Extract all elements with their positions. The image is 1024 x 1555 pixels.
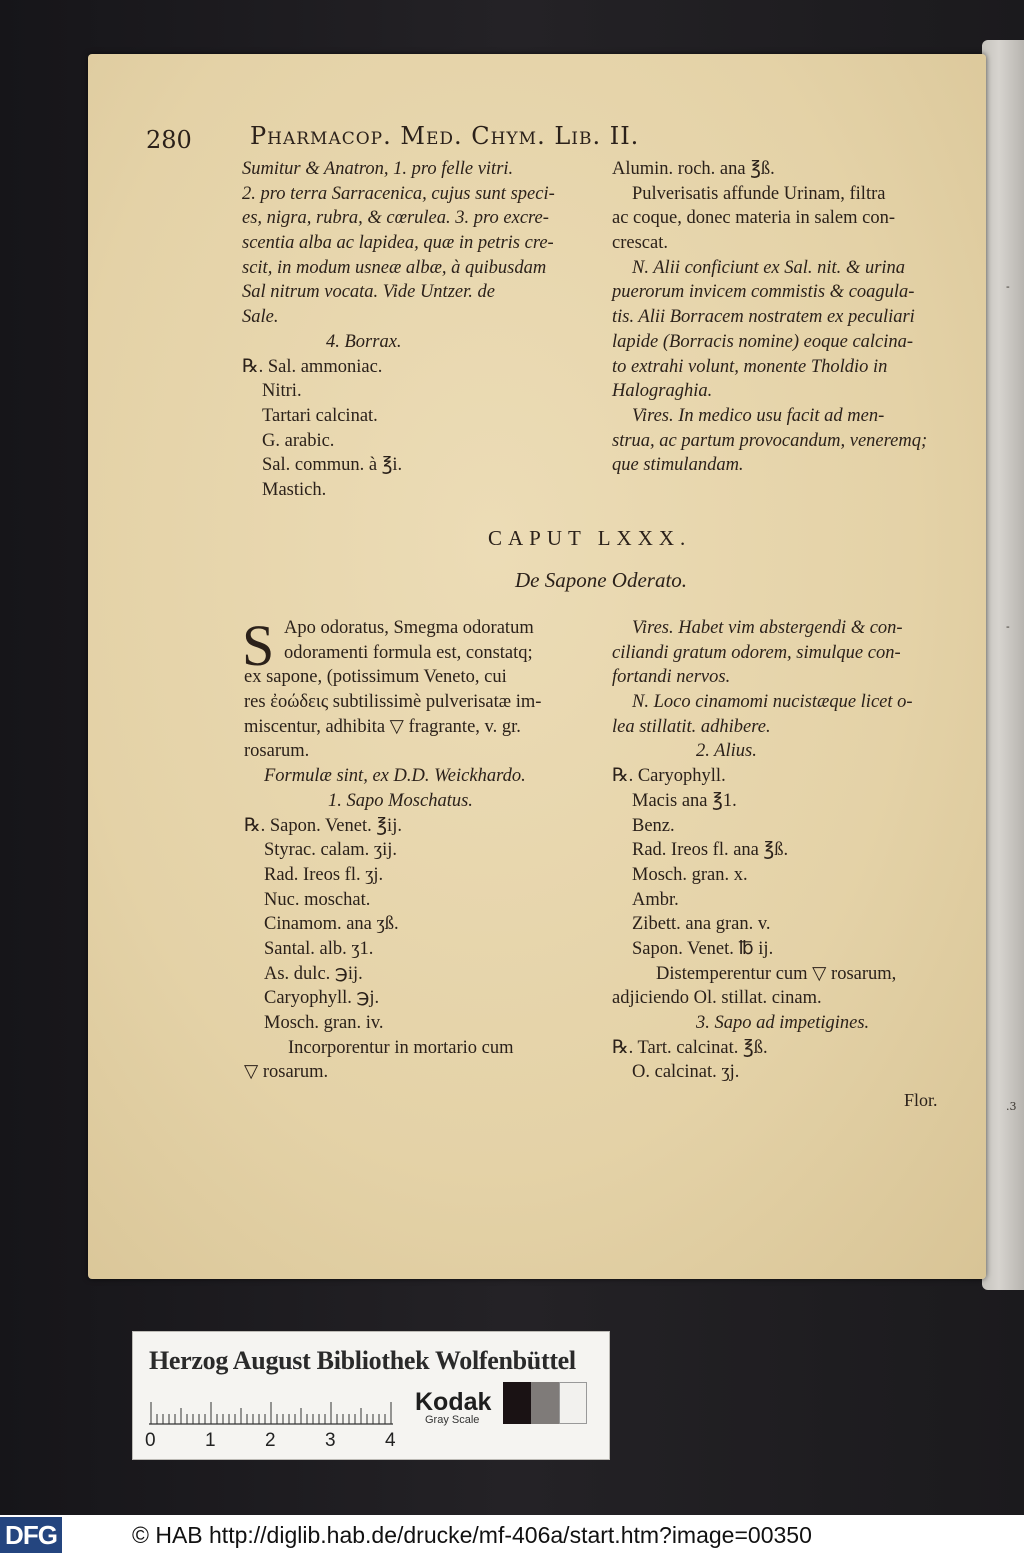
running-header: [146, 120, 826, 160]
text-line: adjiciendo Ol. stillat. cinam.: [612, 988, 822, 1009]
ruler-number: 1: [205, 1430, 216, 1451]
text-line: Nuc. moschat.: [264, 889, 371, 910]
catchword: Flor.: [904, 1090, 938, 1110]
ruler-number: 2: [265, 1430, 276, 1451]
adjacent-page-edge: [982, 40, 1024, 1290]
text-line: tis. Alii Borracem nostratem ex peculiari: [612, 307, 915, 328]
gray-swatch-white: [559, 1382, 587, 1424]
color-reference-card: [132, 1331, 610, 1460]
text-line: es, nigra, rubra, & cœrulea. 3. pro excre-: [242, 208, 549, 229]
text-line: odoramenti formula est, constatq;: [284, 642, 533, 663]
text-line: to extrahi volunt, monente Tholdio in: [612, 356, 888, 377]
ruler-numbers: [145, 1430, 415, 1454]
text-line: 4. Borrax.: [326, 331, 402, 352]
text-line: Santal. alb. ʒ1.: [264, 938, 374, 959]
text-line: Zibett. ana gran. v.: [632, 914, 771, 935]
text-line: Sal nitrum vocata. Vide Untzer. de: [242, 282, 495, 303]
text-line: que stimulandam.: [612, 455, 744, 476]
ruler-number: 3: [325, 1430, 336, 1451]
text-line: miscentur, adhibita ▽ fragrante, v. gr.: [244, 716, 521, 737]
library-name: Herzog August Bibliothek Wolfenbüttel: [149, 1346, 576, 1375]
top-left-column: [242, 157, 555, 503]
ruler-number: 0: [145, 1430, 156, 1451]
text-line: rosarum.: [244, 741, 310, 762]
text-line: puerorum invicem commistis & coagula-: [612, 282, 915, 303]
text-line: Pulverisatis affunde Urinam, filtra: [632, 183, 886, 204]
text-line: As. dulc. ℈ij.: [264, 963, 363, 984]
text-line: Benz.: [632, 815, 675, 836]
text-line: ciliandi gratum odorem, simulque con-: [612, 642, 901, 663]
running-title: Pharmacop. Med. Chym. Lib. II.: [250, 122, 640, 150]
text-line: 2. Alius.: [696, 741, 757, 762]
text-line: 2. pro terra Sarracenica, cujus sunt speci-: [242, 183, 555, 204]
edge-mark: -: [1006, 620, 1010, 633]
text-line: Formulæ sint, ex D.D. Weickhardo.: [264, 766, 526, 787]
text-line: Caryophyll. ℈j.: [264, 988, 380, 1009]
text-line: Sumitur & Anatron, 1. pro felle vitri.: [242, 159, 514, 179]
gray-swatch-mid: [531, 1382, 559, 1424]
text-line: N. Loco cinamomi nucistæque licet o-: [632, 692, 913, 713]
text-line: ℞. Sapon. Venet. ℥ij.: [244, 815, 402, 836]
text-line: Rad. Ireos fl. ʒj.: [264, 864, 384, 885]
text-line: ▽ rosarum.: [244, 1062, 329, 1083]
text-line: ℞. Caryophyll.: [612, 766, 726, 787]
gray-swatch-black: [503, 1382, 531, 1424]
kodak-logo: Kodak: [415, 1388, 492, 1416]
text-line: N. Alii conficiunt ex Sal. nit. & urina: [632, 257, 906, 278]
text-line: Tartari calcinat.: [262, 405, 378, 426]
copyright-url[interactable]: © HAB http://diglib.hab.de/drucke/mf-406a/start.htm?image=00350: [132, 1522, 812, 1548]
text-line: scentia alba ac lapidea, quæ in petris cre-: [242, 233, 554, 254]
dfg-logo: DFG: [0, 1517, 62, 1553]
text-line: Halograghia.: [612, 381, 713, 402]
gray-scale-label: Gray Scale: [425, 1414, 480, 1426]
text-line: Nitri.: [262, 381, 302, 402]
text-line: 1. Sapo Moschatus.: [328, 790, 473, 811]
text-line: Mosch. gran. iv.: [264, 1013, 384, 1033]
text-line: Alumin. roch. ana ℥ß.: [612, 159, 775, 179]
edge-mark: -: [1006, 280, 1010, 293]
text-line: G. arabic.: [262, 430, 335, 451]
text-line: ℞. Tart. calcinat. ℥ß.: [612, 1037, 768, 1058]
bottom-right-column: [612, 616, 913, 1085]
text-line: crescat.: [612, 233, 668, 254]
text-line: Sale.: [242, 307, 279, 328]
text-line: Apo odoratus, Smegma odoratum: [284, 618, 534, 638]
text-line: ℞. Sal. ammoniac.: [242, 356, 383, 377]
text-line: fortandi nervos.: [612, 667, 731, 688]
text-line: O. calcinat. ʒj.: [632, 1062, 740, 1083]
text-line: Mastich.: [262, 479, 327, 500]
text-line: ex sapone, (potissimum Veneto, cui: [244, 667, 507, 688]
text-line: Cinamom. ana ʒß.: [264, 914, 399, 935]
text-line: Incorporentur in mortario cum: [288, 1037, 514, 1058]
text-line: Styrac. calam. ʒij.: [264, 840, 398, 861]
edge-mark: .3: [1006, 1100, 1017, 1113]
text-line: Mosch. gran. x.: [632, 864, 748, 885]
bottom-left-column: [242, 613, 542, 1085]
top-right-column: [612, 157, 927, 478]
text-line: Vires. In medico usu facit ad men-: [632, 405, 885, 426]
text-line: Distemperentur cum ▽ rosarum,: [656, 963, 897, 984]
text-line: lapide (Borracis nomine) eoque calcina-: [612, 331, 914, 352]
text-line: ac coque, donec materia in salem con-: [612, 208, 896, 229]
drop-capital: S: [242, 613, 275, 678]
text-line: Sal. commun. à ℥i.: [262, 455, 403, 476]
text-line: 3. Sapo ad impetigines.: [696, 1013, 870, 1033]
text-line: lea stillatit. adhibere.: [612, 716, 771, 737]
chapter-heading: CAPUT LXXX.: [488, 526, 692, 550]
text-line: Macis ana ℥1.: [632, 790, 737, 811]
text-line: res ἐοώδεις subtilissimè pulverisatæ im-: [244, 692, 542, 713]
text-line: Sapon. Venet. ℔ ij.: [632, 938, 774, 959]
chapter-subtitle: De Sapone Oderato.: [515, 568, 688, 592]
text-line: strua, ac partum provocandum, veneremq;: [612, 430, 928, 451]
page-number: 280: [146, 126, 192, 154]
scale-ruler: [149, 1390, 409, 1426]
text-line: Rad. Ireos fl. ana ℥ß.: [632, 840, 789, 861]
text-line: Ambr.: [632, 889, 679, 910]
text-line: scit, in modum usneæ albæ, à quibusdam: [242, 257, 547, 278]
ruler-number: 4: [385, 1430, 396, 1451]
text-line: Vires. Habet vim abstergendi & con-: [632, 618, 903, 638]
